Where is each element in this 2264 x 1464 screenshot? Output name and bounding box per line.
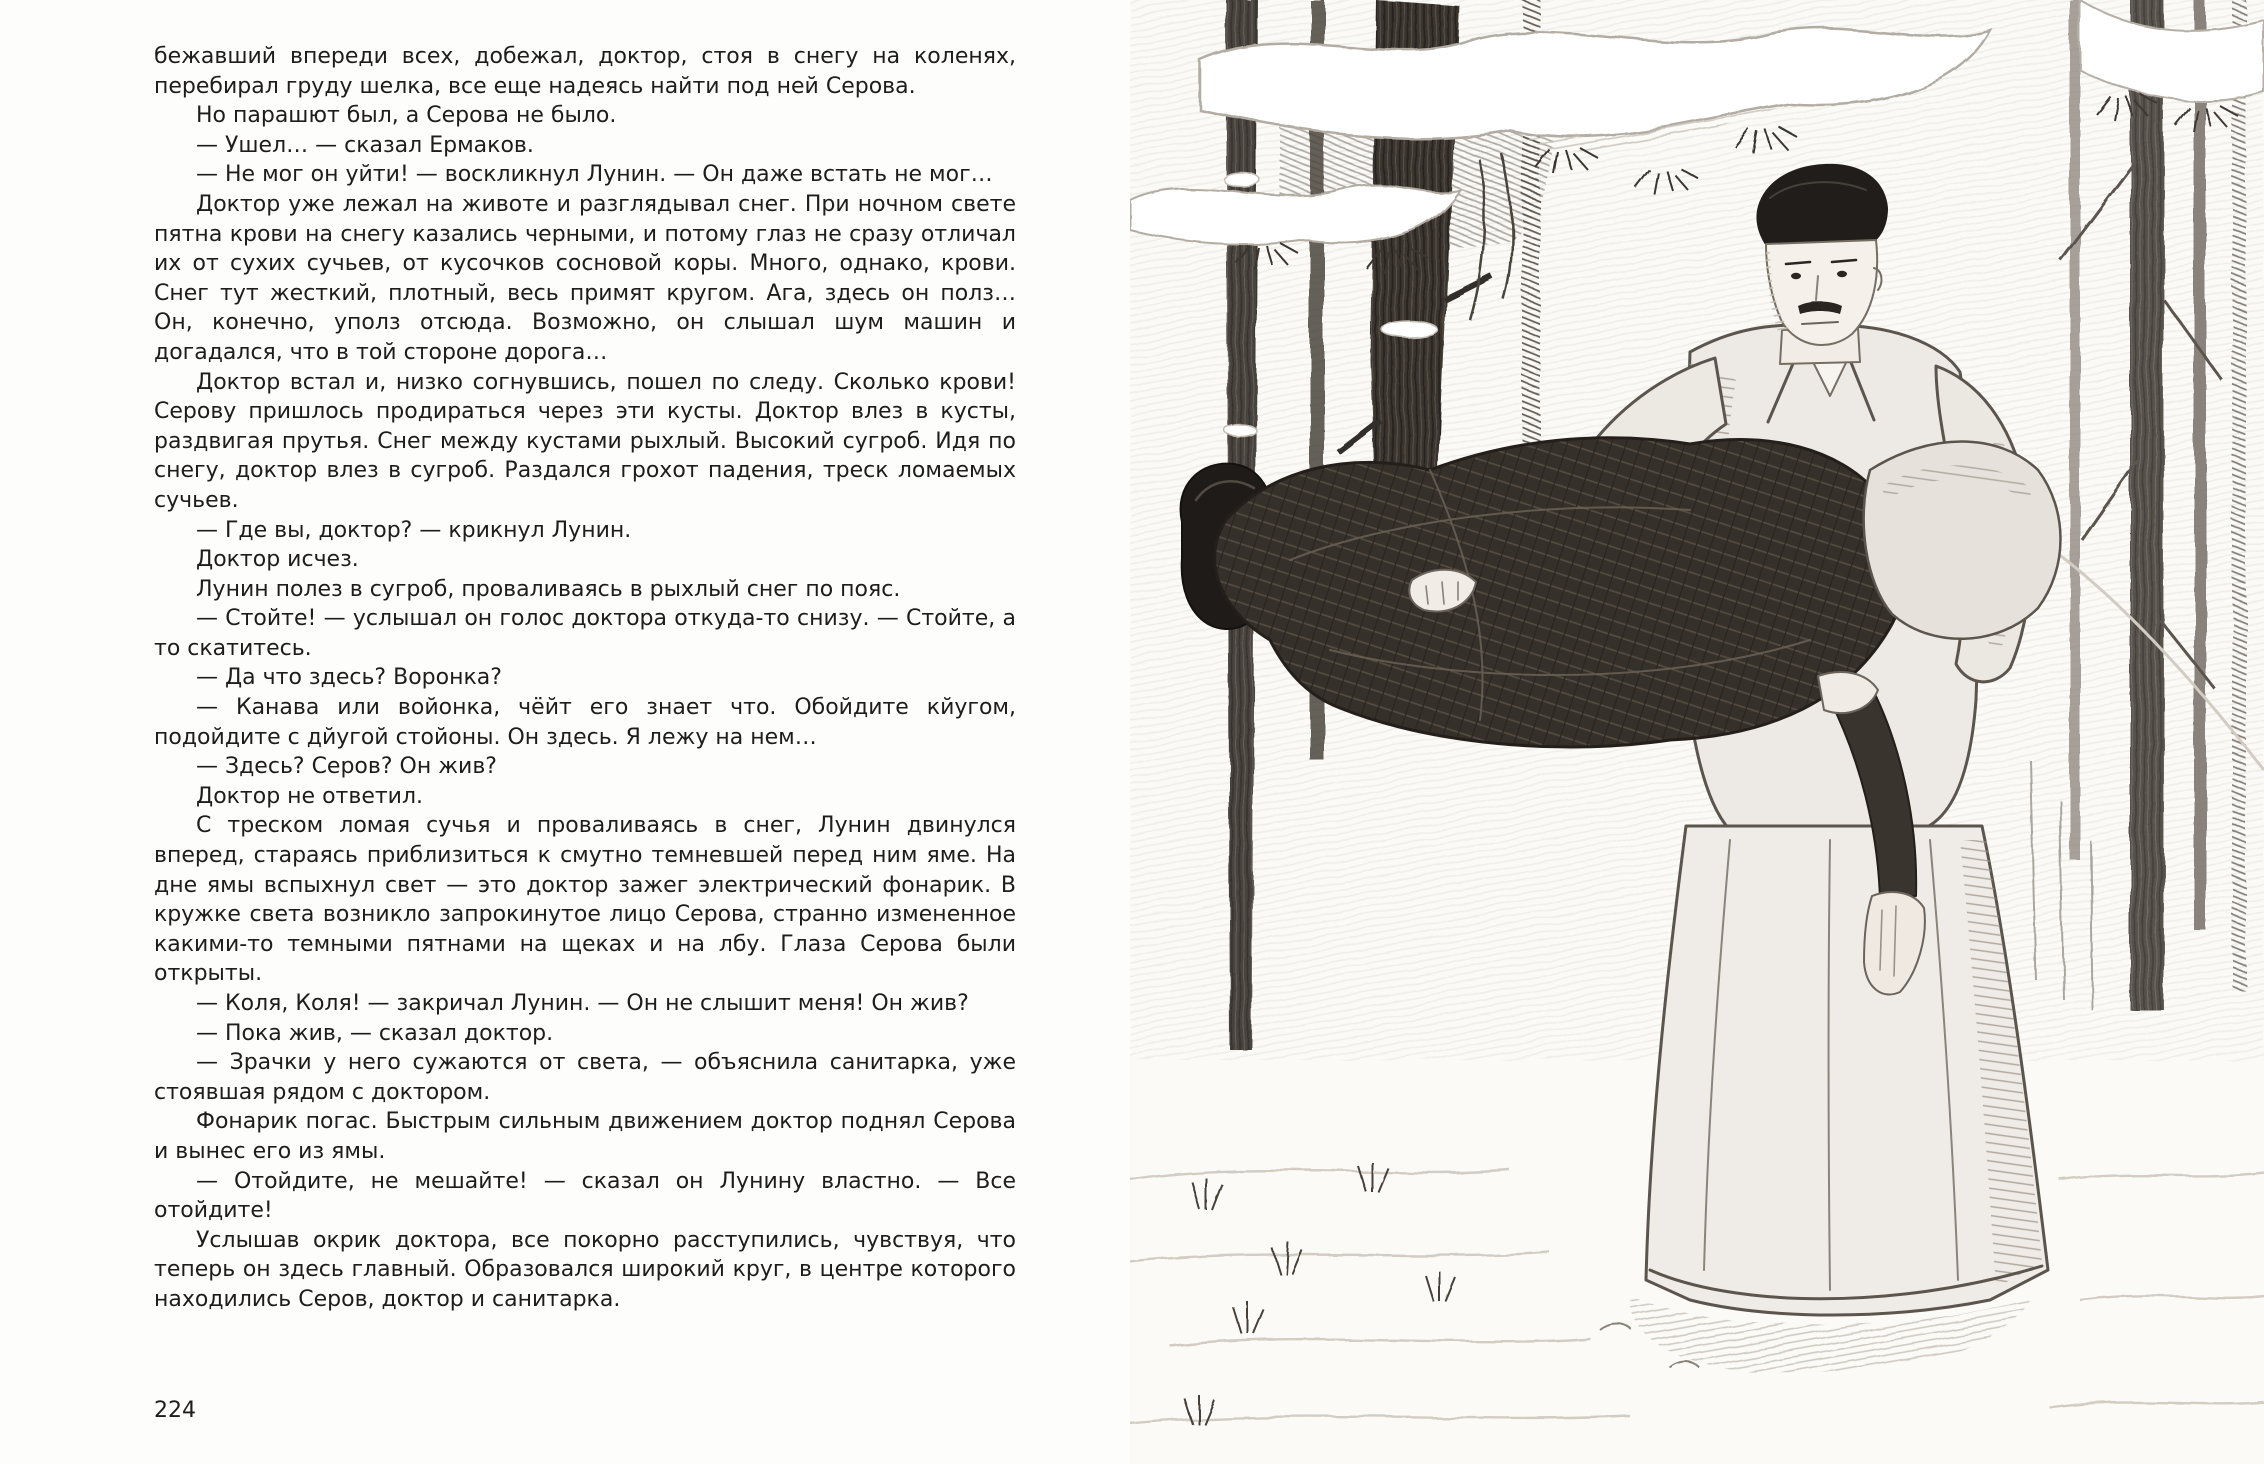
paragraph: — Да что здесь? Воронка? <box>196 665 502 691</box>
paragraph: Лунин полез в сугроб, проваливаясь в рыхлый снег по пояс. <box>196 576 901 602</box>
paragraph: Доктор исчез. <box>196 547 359 573</box>
paragraph: — Стойте! — услышал он голос доктора откуда-то снизу. — Стойте, а то скатитесь. <box>154 606 1016 661</box>
paragraph: — Здесь? Серов? Он жив? <box>196 754 497 780</box>
paragraph: — Пока жив, — сказал доктор. <box>196 1020 554 1046</box>
paragraph: — Зрачки у него сужаются от света, — объяснила санитарка, уже стоявшая рядом с доктором. <box>154 1050 1016 1105</box>
text-column <box>154 42 1016 1315</box>
paragraph: Доктор уже лежал на животе и разглядывал снег. При ночном свете пятна крови на снегу казались черными, и потому глаз не сразу отличал их от сухих сучьев, от кусочков сосновой коры. Много, однако, крови. Снег тут жесткий, плотный, весь примят кругом. Ага, здесь он полз… Он, конечно, уполз отсюда. Возможно, он слышал шум машин и догадался, что в той стороне дорога… <box>154 191 1016 365</box>
paragraph: — Канава или войонка, чёйт его знает что. Обойдите кйугом, подойдите с дйугой стойоны. Он здесь. Я лежу на нем… <box>154 695 1016 750</box>
paragraph: — Не мог он уйти! — воскликнул Лунин. — Он даже встать не мог… <box>196 162 993 188</box>
paragraph: Но парашют был, а Серова не было. <box>196 103 617 129</box>
book-illustration <box>1130 0 2264 1464</box>
paragraph: бежавший впереди всех, добежал, доктор, стоя в снегу на коленях, перебирал груду шелка, все еще надеясь найти под ней Серова. <box>154 44 1016 99</box>
paragraph: — Ушел… — сказал Ермаков. <box>196 132 534 158</box>
paragraph: Доктор не ответил. <box>196 783 424 809</box>
paragraph: С треском ломая сучья и проваливаясь в снег, Лунин двинулся вперед, стараясь приблизиться к смутно темневшей перед ним яме. На дне ямы вспыхнул свет — это доктор зажег электрический фонарик. В кружке света возникло запрокинутое лицо Серова, странно измененное какими-то темными пятнами на щеках и на лбу. Глаза Серова были открыты. <box>154 813 1016 987</box>
standing-man-coat <box>1646 826 2048 1315</box>
paragraph: Доктор встал и, низко согнувшись, пошел по следу. Сколько крови! Серову пришлось продираться через эти кусты. Доктор влез в кусты, раздвигая прутья. Снег между кустами рыхлый. Высокий сугроб. Идя по снегу, доктор влез в сугроб. Раздался грохот падения, треск ломаемых сучьев. <box>154 369 1016 513</box>
paragraph: — Где вы, доктор? — крикнул Лунин. <box>196 517 632 543</box>
paragraph: Фонарик погас. Быстрым сильным движением доктор поднял Серова и вынес его из ямы. <box>154 1109 1016 1164</box>
page-number: 224 <box>154 1398 196 1423</box>
paragraph: Услышав окрик доктора, все покорно расступились, чувствуя, что теперь он здесь главный. Образовался широкий круг, в центре которого находились Серов, доктор и санитарка. <box>154 1227 1016 1312</box>
paragraph: — Коля, Коля! — закричал Лунин. — Он не слышит меня! Он жив? <box>196 991 969 1016</box>
paragraph: — Отойдите, не мешайте! — сказал он Лунину властно. — Все отойдите! <box>154 1168 1016 1224</box>
